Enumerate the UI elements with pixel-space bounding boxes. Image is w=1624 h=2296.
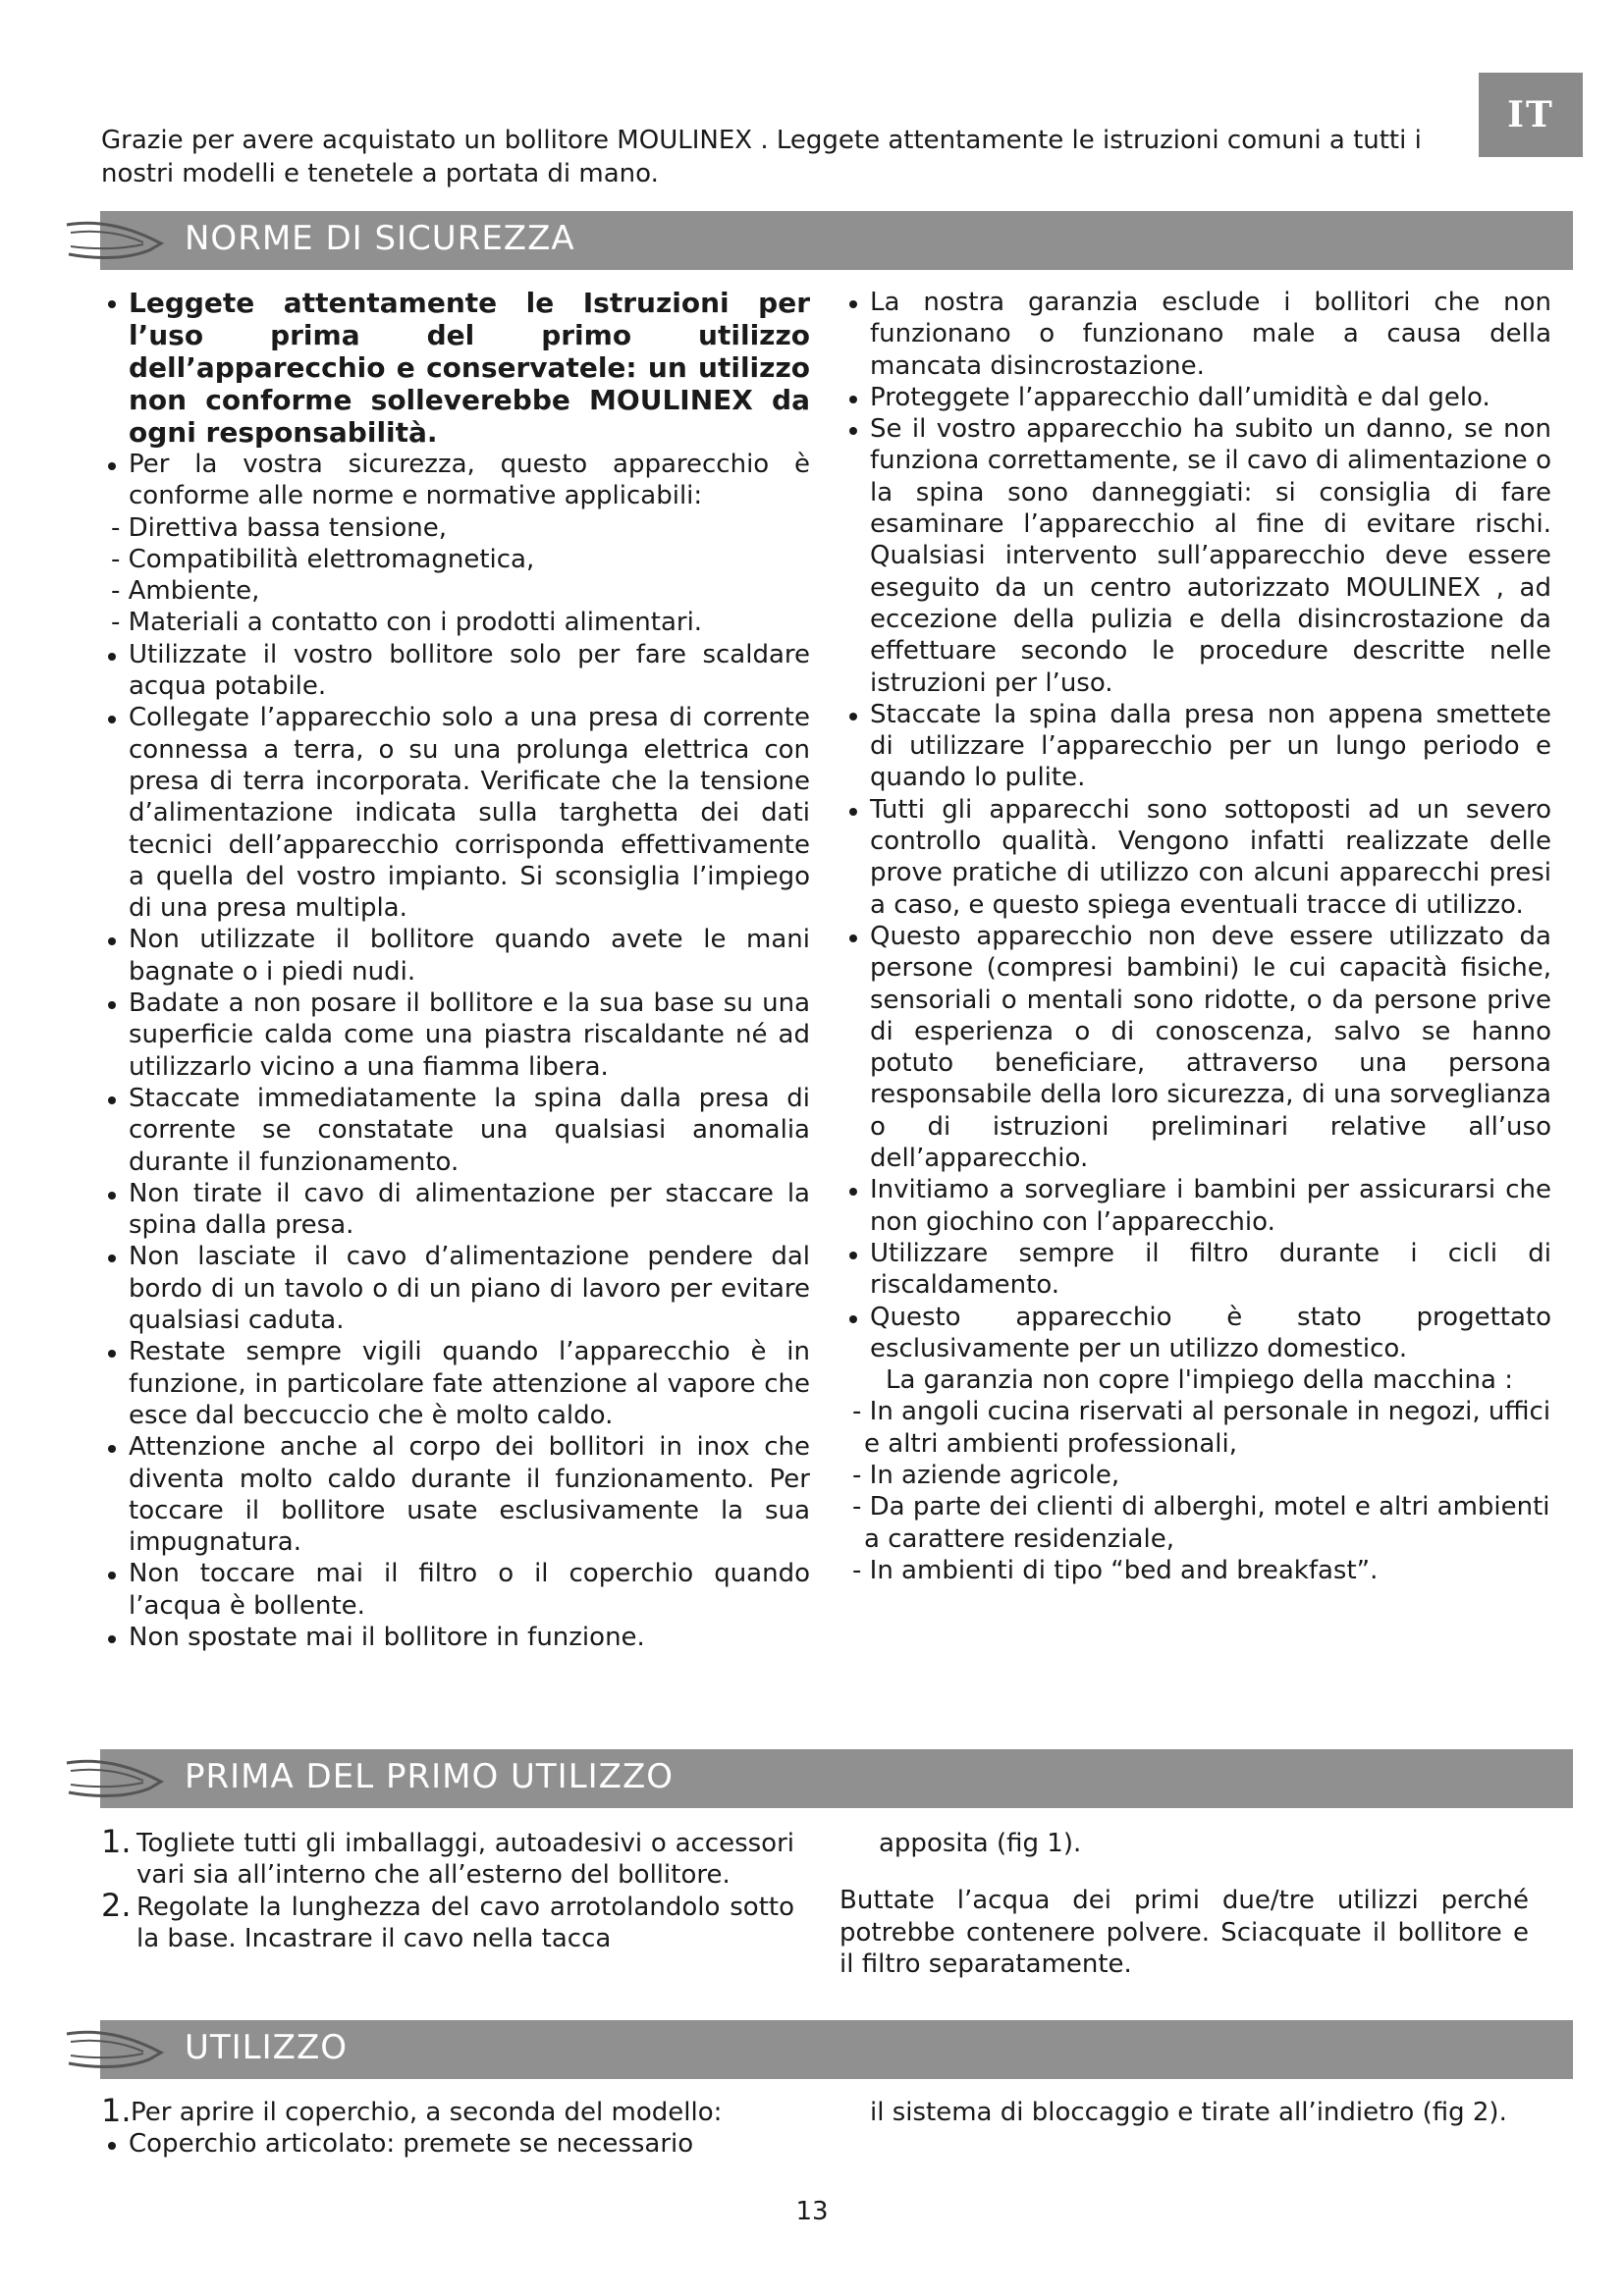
step-number: 2.: [101, 1886, 132, 1924]
numbered-step: [101, 1886, 794, 1955]
first-use-left-column: [101, 1823, 794, 1954]
list-item: Non tirate il cavo di alimentazione per staccare la spina dalla presa.: [101, 1178, 810, 1242]
list-item: Staccate la spina dalla presa non appena smettete di utilizzare l’apparecchio per un lungo periodo e quando lo pulite.: [842, 699, 1551, 794]
list-item: Proteggete l’apparecchio dall’umidità e dal gelo.: [842, 382, 1551, 413]
list-item: La nostra garanzia esclude i bollitori che non funzionano o funzionano male a causa della mancata disincrostazione.: [842, 287, 1551, 382]
list-item: Invitiamo a sorvegliare i bambini per assicurarsi che non giochino con l’apparecchio.: [842, 1174, 1551, 1238]
list-item: - Ambiente,: [111, 576, 260, 607]
list-item: Non utilizzate il bollitore quando avete le mani bagnate o i piedi nudi.: [101, 924, 810, 988]
step-continuation: apposita (fig 1).: [879, 1829, 1082, 1858]
language-badge: IT: [1479, 73, 1583, 157]
list-item: Coperchio articolato: premete se necessario: [101, 2128, 810, 2160]
first-use-right-column: [839, 1828, 1529, 1980]
list-item: Utilizzate il vostro bollitore solo per fare scaldare acqua potabile.: [101, 639, 810, 703]
list-item: Questo apparecchio è stato progettato esclusivamente per un utilizzo domestico.: [842, 1302, 1551, 1365]
list-item: La garanzia non copre l'impiego della macchina :: [886, 1365, 1513, 1396]
safety-left-column: [101, 287, 810, 1653]
arrow-icon: [61, 1749, 169, 1808]
section-title: NORME DI SICUREZZA: [185, 219, 575, 258]
first-use-note: Buttate l’acqua dei primi due/tre utilizzi perché potrebbe contenere polvere. Sciacquate il bollitore e il filtro separatamente.: [839, 1886, 1529, 1979]
intro-text: Grazie per avere acquistato un bollitore MOULINEX . Leggete attentamente le istruzioni comuni a tutti i nostri modelli e tenetele a portata di mano.: [101, 126, 1422, 188]
list-item: Per la vostra sicurezza, questo apparecchio è conforme alle norme e normative applicabili:: [101, 449, 810, 512]
list-item: - In aziende agricole,: [852, 1460, 1120, 1490]
list-item: Restate sempre vigili quando l’apparecchio è in funzione, in particolare fate attenzione al vapore che esce dal beccuccio che è molto caldo.: [101, 1336, 810, 1431]
list-item: Non toccare mai il filtro o il coperchio quando l’acqua è bollente.: [101, 1558, 810, 1622]
list-item: Staccate immediatamente la spina dalla presa di corrente se constatate una qualsiasi anomalia durante il funzionamento.: [101, 1083, 810, 1178]
list-item: Questo apparecchio non deve essere utilizzato da persone (compresi bambini) le cui capacità fisiche, sensoriali o mentali sono ridotte, o da persone prive di esperienza o di conoscenza, salvo se hanno potuto beneficiare, attraverso una persona responsabile della loro sicurezza, di una sorveglianza o di istruzioni preliminari relative all’uso dell’apparecchio.: [842, 921, 1551, 1174]
step-text: Regolate la lunghezza del cavo arrotolandolo sotto la base. Incastrare il cavo nella tacca: [136, 1892, 794, 1953]
list-item: - Da parte dei clienti di alberghi, motel e altri ambienti a carattere residenziale,: [852, 1492, 1550, 1554]
section-title: UTILIZZO: [185, 2028, 348, 2067]
section-header-usage: [61, 2020, 1573, 2079]
page-number: 13: [795, 2197, 829, 2226]
list-item: - In angoli cucina riservati al personale in negozi, uffici e altri ambienti professionali,: [852, 1397, 1551, 1459]
usage-right-column: [870, 2097, 1534, 2128]
list-item: Badate a non posare il bollitore e la sua base su una superficie calda come una piastra riscaldante né ad utilizzarlo vicino a una fiamma libera.: [101, 988, 810, 1083]
list-item: Attenzione anche al corpo dei bollitori in inox che diventa molto caldo durante il funzionamento. Per toccare il bollitore usate esclusivamente la sua impugnatura.: [101, 1431, 810, 1558]
arrow-icon: [61, 211, 169, 270]
numbered-step: [101, 2092, 810, 2129]
numbered-step: [101, 1823, 794, 1892]
safety-right-column: [842, 287, 1551, 1586]
list-item: Collegate l’apparecchio solo a una presa di corrente connessa a terra, o su una prolunga elettrica con presa di terra incorporata. Verificate che la tensione d’alimentazione indicata sulla targhetta dei dati tecnici dell’apparecchio corrisponda effettivamente a quella del vostro impianto. Si sconsiglia l’impiego di una presa multipla.: [101, 702, 810, 924]
list-item: Non spostate mai il bollitore in funzione.: [101, 1622, 810, 1653]
step-continuation: il sistema di bloccaggio e tirate all’indietro (fig 2).: [870, 2098, 1507, 2127]
step-number: 1.: [101, 2092, 132, 2129]
usage-left-column: [101, 2092, 810, 2161]
list-item: Se il vostro apparecchio ha subito un danno, se non funziona correttamente, se il cavo di alimentazione o la spina sono danneggiati: si consiglia di fare esaminare l’apparecchio al fine di evitare rischi. Qualsiasi intervento sull’apparecchio deve essere eseguito da un centro autorizzato MOULINEX , ad eccezione della pulizia e della disincrostazione da effettuare secondo le procedure descritte nelle istruzioni per l’uso.: [842, 413, 1551, 699]
step-text: Togliete tutti gli imballaggi, autoadesivi o accessori vari sia all’interno che all’esterno del bollitore.: [136, 1829, 794, 1891]
step-text: Per aprire il coperchio, a seconda del modello:: [131, 2098, 723, 2127]
step-number: 1.: [101, 1823, 132, 1860]
section-header-safety: [61, 211, 1573, 270]
list-item: Utilizzare sempre il filtro durante i cicli di riscaldamento.: [842, 1238, 1551, 1302]
section-title: PRIMA DEL PRIMO UTILIZZO: [185, 1757, 675, 1796]
list-item: Tutti gli apparecchi sono sottoposti ad un severo controllo qualità. Vengono infatti realizzate delle prove pratiche di utilizzo con alcuni apparecchi presi a caso, e questo spiega eventuali tracce di utilizzo.: [842, 794, 1551, 921]
list-item: - In ambienti di tipo “bed and breakfast”.: [852, 1555, 1379, 1585]
list-item: - Compatibilità elettromagnetica,: [111, 544, 535, 574]
section-header-first-use: [61, 1749, 1573, 1808]
list-item: - Direttiva bassa tensione,: [111, 512, 448, 543]
list-item: Leggete attentamente le Istruzioni per l’uso prima del primo utilizzo dell’apparecchio e conservatele: un utilizzo non conforme solleverebbe MOULINEX da ogni responsabilità.: [101, 287, 810, 449]
list-item: - Materiali a contatto con i prodotti alimentari.: [111, 608, 703, 638]
arrow-icon: [61, 2020, 169, 2079]
list-item: Non lasciate il cavo d’alimentazione pendere dal bordo di un tavolo o di un piano di lavoro per evitare qualsiasi caduta.: [101, 1241, 810, 1336]
